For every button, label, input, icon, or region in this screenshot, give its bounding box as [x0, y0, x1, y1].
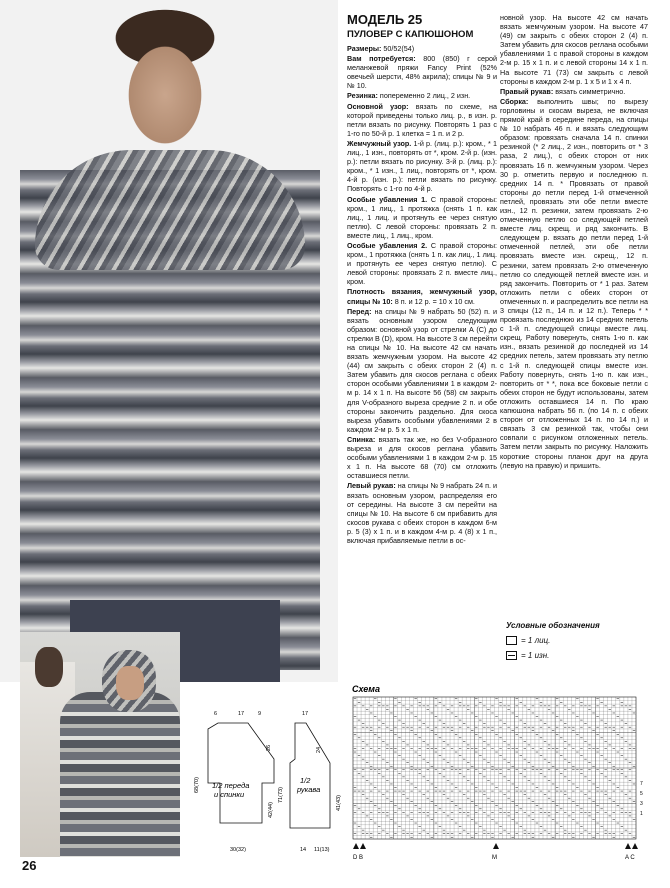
knitting-chart-grid — [353, 697, 636, 839]
sleeve-dim-upper: 24 — [316, 746, 322, 753]
paragraph-text: выполнить швы; по вырезу горловины и скосам выреза, не включая прямой край в середине переда, на спицы № 10 набрать 46 п. и вязать следующим образом: провязать сначала 14 п. спинки резинкой (* 2 лиц., 2 изн., повторить от * 3 раза, 2 лиц.), с обеих сторон от них провязать 16 п. жемчужным узором. Через 30 р. отметить первую и последнюю п. средних 14 п. * Провязать от правой стороны до петли перед 1-й отмеченной петлей, провязать эти обе петли вместе изн., 12 п. резинки, затем провязать 2-ю отмеченную петлю со следующей петлей вместе лиц. скрещ. и ряд закончить. В следующем р. вязать до петли перед 1-й отмеченной петлей, эти обе петли провязать вместе изн. скрещ., 12 п. резинки, затем провязать 2-ю отмеченную петлю со следующей петлей вместе изн. и ряд закончить. Повторить от * 1 раз. Затем отложить петли с обеих сторон от отмеченных п. и распределить все петли на 3 спицы (12 п., 14 п. и 12 п.). Теперь * * провязать последнюю из 14 средних петель с 1-й п. следующей спицы вместе лиц. скрещ. Работу повернуть, снять 1-ю п. как изн., вязать резинкой до последней из 14 средних петель, затем провязать эту петлю с 1-й п. следующей спицы вместе изн. Работу повернуть, снять 1-ю п. как изн., повторить от * *, пока все боковые петли с обеих сторон не будут использованы, затем отложить оставшиеся 14 п. По краю капюшона набрать 56 п. (по 14 п. с обеих сторон от отложенных 14 п. по 14 п.) и связать 3 см резинкой так, чтобы они совпали с рисунком отложенных петель. Затем петли закрыть по рисунку. Наложить короткие стороны планок друг на друга (левую на правую) и пришить. — [500, 96, 648, 470]
paragraph-heading: Перед: — [347, 306, 372, 316]
chart-arrows — [353, 843, 638, 849]
paragraph-text: С правой стороны: кром., 1 протяжка (снять 1 п. как лиц., 1 лиц. и протянуть ее через снятую петлю). С левой стороны: провязать 2 п. вместе лиц., кром. — [347, 240, 497, 287]
sleeve-dim-right-total: 41(43) — [336, 795, 342, 811]
row-number-1: 1 — [640, 811, 643, 817]
col1-paragraph — [347, 195, 497, 240]
instructions-column-2 — [500, 13, 648, 471]
sleeve-dim-top-a: 9 — [258, 711, 262, 717]
paragraph-heading: Особые убавления 2. — [347, 240, 428, 250]
paragraph-heading: Спинка: — [347, 434, 376, 444]
instructions-column-1 — [347, 13, 497, 546]
legend — [506, 620, 646, 665]
main-model-photo — [0, 0, 338, 682]
knit-cell-icon — [506, 636, 517, 645]
col1-paragraph — [347, 481, 497, 545]
sleeve-dim-top-b: 17 — [302, 711, 309, 717]
col2-paragraph — [500, 97, 648, 470]
row-number-5: 5 — [640, 791, 643, 797]
paragraph-text: 8 п. и 12 р. = 10 х 10 см. — [392, 296, 475, 306]
paragraph-text: на спицы № 9 набрать 50 (52) п. и вязать основным узором следующим образом: основной узор от стрелки А (С) до стрелки В (D), кром. На высоте 3 см перейти на спицы № 10. На высоте 42 см начать вязать жемчужным узором. На высоте 42 (44) см закрыть с обеих сторон 2 (4) п. Затем убавить для скосов реглана с обеих сторон особыми убавлениями 1 в каждом 2-м р. 14 х 1 п. На высоте 56 (58) см закрыть для V-образного выреза средние 2 п. и обе стороны закончить раздельно. Для скоса выреза убавить особыми убавлениями 2 в каждом 2-м р. 5 х 1 п. — [347, 306, 497, 434]
paragraph-heading: Размеры: — [347, 44, 382, 53]
col1-paragraph — [347, 307, 497, 434]
hooded-sweater — [60, 692, 180, 857]
paragraph-text: 50/52(54) — [381, 44, 415, 53]
sleeve-dim-bottom-b: 11(13) — [314, 847, 330, 853]
background-person-head — [35, 647, 63, 687]
paragraph-heading: Сборка: — [500, 96, 529, 106]
paragraph-heading: Особые убавления 1. — [347, 194, 428, 204]
front-label-2: и спинки — [214, 790, 245, 799]
paragraph-text: 800 (850) г серой меланжевой пряжи Fancy Print (52% овечьей шерсти, 48% акрила); спицы № 9 и № 10. — [347, 54, 497, 91]
col1-paragraph — [347, 102, 497, 138]
legend-knit-label: = 1 лиц. — [521, 636, 551, 645]
row-number-7: 7 — [640, 781, 643, 787]
col1-paragraph — [347, 91, 497, 100]
paragraph-heading: Вам потребуется: — [347, 54, 416, 64]
arrow-label-mid: M — [492, 855, 497, 861]
scheme-title: Схема — [352, 684, 380, 694]
paragraph-heading: Левый рукав: — [347, 481, 396, 491]
model-title: МОДЕЛЬ 25 — [347, 12, 423, 27]
col1-paragraph — [347, 139, 497, 194]
model-subtitle: ПУЛОВЕР С КАПЮШОНОМ — [347, 29, 474, 40]
paragraph-heading: Жемчужный узор. — [347, 138, 412, 148]
legend-title: Условные обозначения — [506, 621, 600, 630]
paragraph-heading: Резинка: — [347, 91, 378, 101]
front-dim-top-b: 17 — [238, 711, 245, 717]
paragraph-text: вязать симметрично. — [553, 86, 626, 96]
col1-paragraph — [347, 435, 497, 480]
front-dim-top-a: 6 — [214, 711, 218, 717]
paragraph-text: на спицы № 9 набрать 24 п. и вязать основным узором, распределяя его от середины. На высоте 3 см перейти на спицы № 10. На высоте 6 см прибавить для скосов рукава с обеих сторон в каждом 6-м р. 5 (3) х 1 п. и в каждом 4-м р. 4 (8) х 1 п., включая прибавляемые петли в ос- — [347, 481, 498, 545]
front-label-1: 1/2 переда — [212, 781, 250, 790]
row-number-3: 3 — [640, 801, 643, 807]
page-number: 26 — [22, 858, 37, 873]
sleeve-label-1: 1/2 — [300, 776, 311, 785]
paragraph-text: вязать так же, но без V-образного выреза и для скосов реглана убавить особыми убавлениями 1 в каждом 2-м р. 15 х 1 п. На высоте 68 (70) см отложить оставшиеся петли. — [347, 434, 497, 481]
schematics-and-chart — [190, 683, 650, 863]
sleeve-label-2: рукава — [297, 785, 321, 794]
paragraph-text: С правой стороны: кром., 1 лиц., 1 протяжка (снять 1 п. как лиц., 1 лиц. и протянуть ее через снятую петлю). С левой стороны: провязать 2 п. вместе лиц., 1 лиц., кром. — [347, 194, 497, 240]
paragraph-text: попеременно 2 лиц., 2 изн. — [377, 91, 471, 101]
col1-paragraph — [347, 44, 497, 53]
col1-paragraph — [347, 54, 497, 90]
model-face — [116, 666, 144, 700]
sleeve-dim-left-total: 71(73) — [278, 787, 284, 803]
hood-shape — [35, 150, 305, 270]
legend-purl-label: = 1 изн. — [521, 651, 550, 660]
column-2-body — [500, 13, 648, 470]
col2-paragraph — [500, 13, 648, 86]
front-dim-bottom: 30(32) — [230, 847, 246, 853]
col1-paragraph — [347, 241, 497, 286]
column-1-body — [347, 44, 497, 545]
paragraph-heading: Плотность вязания, жемчужный узор, спицы № 10: — [347, 287, 497, 306]
paragraph-heading: Правый рукав: — [500, 86, 554, 96]
paragraph-text: 1-й р. (лиц. р.): кром., * 1 лиц., 1 изн., повторять от *, кром. 2-й р. (изн. р.): петли вязать по рисунку. 3-й р. (лиц. р.): кром., * 1 изн., 1 лиц., повторять от *, кром. 4-й р. (изн. р.): петли вязать по рисунку. Повторять с 1-го по 4-й р. — [347, 138, 497, 194]
arrow-label-left: D B — [353, 855, 364, 861]
legend-item-knit — [506, 635, 646, 646]
paragraph-text: вязать по схеме, на которой приведены только лиц. р., в изн. р. петли вязать по рисунку. Повторять 1 раз с 1-го по 50-й р. 1 клетка = 1 п. и 2 р. — [347, 101, 497, 138]
paragraph-text: новной узор. На высоте 42 см начать вязать жемчужным узором. На высоте 47 (49) см закрыть с обеих сторон 2 (4) п. Затем убавить для скосов реглана особыми убавлениями 1 с правой стороны в каждом 2-м р. 15 х 1 п. и с левой стороны 14 х 1 п. На высоте 71 (73) см закрыть с левой стороны в каждом 2-м р. 1 х 5 и 1 х 4 п. — [500, 13, 648, 86]
front-dim-left-total: 68(70) — [194, 777, 200, 793]
col2-paragraph — [500, 87, 648, 96]
front-dim-left-lower: 42(44) — [268, 802, 274, 818]
paragraph-heading: Основной узор: — [347, 101, 409, 111]
arrow-label-right: A C — [625, 855, 635, 861]
purl-cell-icon — [506, 651, 517, 660]
secondary-model-photo — [20, 632, 180, 857]
sleeve-dim-bottom-a: 14 — [300, 847, 307, 853]
legend-item-purl — [506, 650, 646, 661]
col1-paragraph — [347, 287, 497, 305]
front-dim-upper: 26 — [266, 744, 272, 751]
front-back-schematic — [208, 723, 274, 823]
